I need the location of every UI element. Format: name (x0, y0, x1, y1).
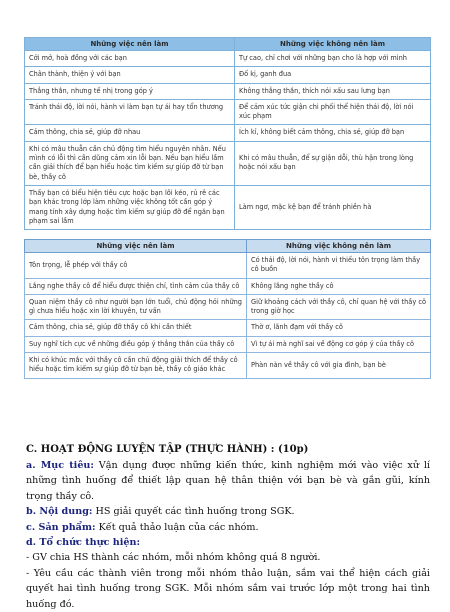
table-cell: Để cảm xúc tức giận chi phối thể hiện thái độ, lời nói xúc phạm (235, 99, 431, 125)
product-paragraph (26, 520, 430, 535)
content-text: HS giải quyết các tình huống trong SGK. (92, 506, 295, 518)
table-cell: Khi có khúc mắc với thầy cô cần chủ động giải thích để thầy cô hiểu hoặc tìm kiếm sự giúp đỡ từ bạn bè, thầy cô giáo khác (25, 353, 247, 379)
header-should-not-do: Những việc không nên làm (247, 240, 431, 253)
section-heading: C. HOẠT ĐỘNG LUYỆN TẬP (THỰC HÀNH) : (10p) (26, 444, 309, 455)
table-cell: Có thái độ, lời nói, hành vi thiếu tôn trọng làm thầy cô buồn (247, 253, 431, 279)
content-label: b. Nội dung: (26, 506, 93, 518)
organization-paragraph (26, 535, 430, 550)
table-cell: Tránh thái độ, lời nói, hành vi làm bạn tự ái hay tổn thương (25, 99, 235, 125)
table-cell: Cảm thông, chia sẻ, giúp đỡ thầy cô khi cần thiết (25, 320, 247, 336)
table-cell: Suy nghĩ tích cực về những điều góp ý thẳng thắn của thầy cô (25, 336, 247, 352)
step-line: - GV chia HS thành các nhóm, mỗi nhóm không quá 8 người. (26, 552, 321, 564)
header-should-do: Những việc nên làm (25, 38, 235, 51)
header-should-not-do: Những việc không nên làm (235, 38, 431, 51)
content-paragraph (26, 504, 430, 519)
table-cell: Lắng nghe thầy cô để hiểu được thiện chí, tình cảm của thầy cô (25, 278, 247, 294)
table-row (25, 278, 431, 294)
table-cell: Thấy bạn có biểu hiện tiêu cực hoặc bạn lôi kéo, rủ rê các bạn khác trong lớp làm những việc không tốt cần góp ý mang tính xây dựng hoặc tìm kiếm sự giúp đỡ để ngăn bạn phạm sai lầm (25, 185, 235, 229)
table-row (25, 67, 431, 83)
table-cell: Ích kỉ, không biết cảm thông, chia sẻ, giúp đỡ bạn (235, 125, 431, 141)
table-row (25, 125, 431, 141)
table-row (25, 320, 431, 336)
product-text: Kết quả thảo luận của các nhóm. (95, 521, 259, 533)
objective-label: a. Mục tiêu: (26, 460, 94, 471)
table-row (25, 336, 431, 352)
table-row (25, 141, 431, 185)
table-cell: Thờ ơ, lãnh đạm với thầy cô (247, 320, 431, 336)
product-label: c. Sản phẩm: (26, 521, 96, 533)
objective-text: Vận dụng được những kiến thức, kinh nghiệm mới vào việc xử lí những tình huống để thiết lập quan hệ thân thiện với bạn bè và gắn gũi, kính trọng thầy cô. (26, 460, 430, 502)
table-cell: Thẳng thắn, nhưng tế nhị trong góp ý (25, 83, 235, 99)
objective-paragraph (26, 458, 430, 504)
organization-label: d. Tổ chức thực hiện: (26, 537, 141, 549)
table-row (25, 253, 431, 279)
table-cell: Khi có mâu thuẫn, để sự giận dỗi, thù hận trong lòng hoặc nói xấu bạn (235, 141, 431, 185)
table-cell: Cởi mở, hoà đồng với các bạn (25, 51, 235, 67)
table-cell: Đố kị, ganh đua (235, 67, 431, 83)
table-cell: Vì tự ái mà nghĩ sai về động cơ góp ý của thầy cô (247, 336, 431, 352)
practice-section (26, 442, 430, 612)
table-row (25, 185, 431, 229)
teachers-table (24, 239, 431, 379)
table-row (25, 99, 431, 125)
table-cell: Không thẳng thắn, thích nói xấu sau lưng bạn (235, 83, 431, 99)
table-cell: Quan niệm thầy cô như người bạn lớn tuổi, chủ động hỏi những gì chưa hiểu hoặc xin lời khuyên, tư vấn (25, 294, 247, 320)
table-cell: Khi có mâu thuẫn cần chủ động tìm hiểu nguyên nhân. Nếu mình có lỗi thì cần dũng cảm xin lỗi bạn. Nếu bạn hiểu lầm cần giải thích để bạn hiểu hoặc tìm kiếm sự giúp đỡ từ bạn bè, thầy cô (25, 141, 235, 185)
step-line: - Yêu cầu các thành viên trong mỗi nhóm thảo luận, sắm vai thể hiện cách giải quyết hai tình huống trong SGK. Mỗi nhóm sắm vai trước lớp một trong hai tình huống đó. (26, 567, 430, 610)
table-row (25, 353, 431, 379)
table-cell: Chân thành, thiện ý với bạn (25, 67, 235, 83)
table-cell: Tự cao, chỉ chơi với những bạn cho là hợp với mình (235, 51, 431, 67)
header-should-do: Những việc nên làm (25, 240, 247, 253)
table-cell: Không lắng nghe thầy cô (247, 278, 431, 294)
table-row (25, 294, 431, 320)
table-cell: Phàn nàn về thầy cô với gia đình, bạn bè (247, 353, 431, 379)
table-cell: Tôn trọng, lễ phép với thầy cô (25, 253, 247, 279)
table-cell: Cảm thông, chia sẻ, giúp đỡ nhau (25, 125, 235, 141)
friends-table (24, 37, 431, 230)
table-row (25, 83, 431, 99)
table-cell: Giữ khoảng cách với thầy cô, chỉ quan hệ với thầy cô trong giờ học (247, 294, 431, 320)
table-row (25, 51, 431, 67)
table-cell: Làm ngơ, mặc kệ bạn để tránh phiền hà (235, 185, 431, 229)
